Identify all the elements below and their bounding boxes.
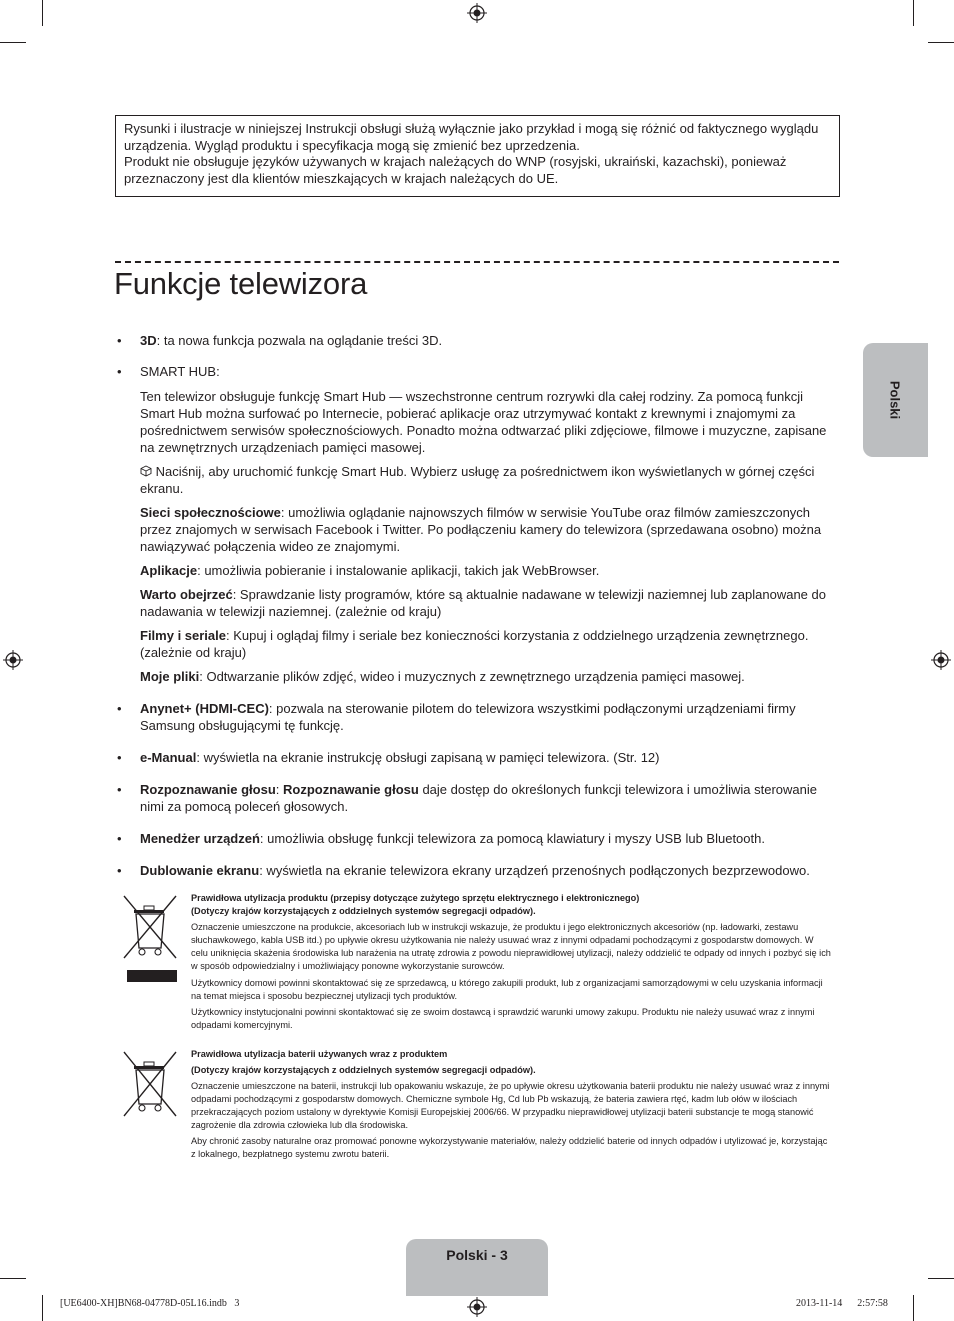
feature-term: Dublowanie ekranu (140, 863, 260, 878)
print-slug-right: 2013-11-14 2:57:58 (796, 1298, 888, 1309)
print-slug-left: [UE6400-XH]BN68-04778D-05L16.indb 3 (60, 1298, 240, 1309)
smart-hub-press: Naciśnij, aby uruchomić funkcję Smart Hub. Wybierz usługę za pośrednictwem ikon wyświetlanych w górnej części ekranu. (140, 464, 815, 496)
bullet: • (117, 701, 122, 716)
list-item (115, 749, 840, 766)
smart-hub-button-icon (140, 465, 152, 477)
section-divider (115, 261, 839, 263)
notice-text: Produkt nie obsługuje języków używanych w krajach należących do WNP (rosyjski, ukraiński, kazachski), ponieważ przeznaczony jest dla klientów mieszkających w krajach należących do UE. (124, 154, 787, 186)
feature-term: Menedżer urządzeń (140, 831, 260, 846)
crossed-bin-icon (120, 892, 180, 987)
smart-hub-item: Filmy i seriale: Kupuj i oglądaj filmy i seriale bez konieczności korzystania z oddzielnego urządzenia zewnętrznego. (zależnie od kraju) (140, 628, 809, 660)
bullet: • (117, 333, 122, 348)
page-number-tab (406, 1239, 548, 1296)
registration-mark-icon (467, 3, 487, 23)
feature-text: : umożliwia obsługę funkcji telewizora za pomocą klawiatury i myszy USB lub Bluetooth. (259, 831, 765, 846)
feature-text: : wyświetla na ekranie telewizora ekrany urządzeń przenośnych podłączonych bezprzewodowo. (259, 863, 810, 878)
smart-hub-intro: Ten telewizor obsługuje funkcję Smart Hub — wszechstronne centrum rozrywki dla całej rodziny. Za pomocą funkcji Smart Hub można surfować po Internecie, pobierać aplikacje oraz utrzymywać kontakt z krewnymi i znajomymi za pośrednictwem serwisów społecznościowych. Ponadto można odtwarzać pliki zdjęciowe, filmowe i muzyczne, zapisane na zewnętrznych urządzeniach pamięci masowej. (140, 389, 827, 455)
list-item (115, 862, 840, 879)
smart-hub-item: Moje pliki: Odtwarzanie plików zdjęć, wideo i muzycznych z zewnętrznego urządzenia pamięci masowej. (140, 669, 745, 684)
weee-paragraph: Aby chronić zasoby naturalne oraz promować ponowne wykorzystywanie materiałów, należy oddzielić baterie od innych odpadów i utylizować je, korzystając z lokalnego, bezpłatnego systemu zwrotu baterii. (191, 1135, 828, 1159)
crop-mark (913, 1295, 914, 1321)
bullet: • (117, 750, 122, 765)
crop-mark (0, 42, 26, 43)
feature-term: Rozpoznawanie głosu (283, 782, 419, 797)
feature-term: SMART HUB (140, 364, 217, 379)
feature-text: : pozwala na sterowanie pilotem do telewizora wszystkimi podłączonymi urządzeniami firmy Samsung obsługującymi tę funkcję. (140, 701, 796, 733)
registration-mark-icon (931, 650, 951, 670)
feature-term: e-Manual (140, 750, 197, 765)
feature-term: 3D (140, 333, 157, 348)
smart-hub-item: Sieci społecznościowe: umożliwia oglądanie najnowszych filmów w serwisie YouTube oraz filmów zamieszczonych przez znajomych w serwisach Facebook i Twitter. Po podłączeniu kamery do telewizora (sprzedawana osobno) można nawiązywać połączenia wideo ze znajomymi. (140, 505, 822, 554)
crop-mark (42, 1295, 43, 1321)
feature-term: Rozpoznawanie głosu (140, 782, 276, 797)
bullet: • (117, 364, 122, 379)
crop-mark (928, 42, 954, 43)
feature-text: : (216, 364, 220, 379)
weee-product-section (115, 892, 845, 1042)
notice-text: Rysunki i ilustracje w niniejszej Instrukcji obsługi służą wyłącznie jako przykład i mogą się różnić od faktycznego wyglądu urządzenia. Wygląd produktu i specyfikacja mogą się zmienić bez uprzedzenia. (124, 121, 819, 153)
feature-list (115, 332, 840, 879)
crop-mark (913, 0, 914, 26)
list-item (115, 700, 840, 734)
feature-text: daje dostęp do określonych funkcji telewizora i umożliwia sterowanie nimi za pomocą poleceń głosowych. (140, 782, 817, 814)
weee-paragraph: Użytkownicy domowi powinni skontaktować się ze sprzedawcą, u którego zakupili produkt, lub z organizacjami samorządowymi w celu uzyskania informacji na temat miejsca i sposobu bezpiecznej utylizacji tych produktów. (191, 977, 823, 1001)
notice-box (115, 115, 840, 197)
crop-mark (928, 1278, 954, 1279)
feature-text: : ta nowa funkcja pozwala na oglądanie treści 3D. (156, 333, 443, 348)
weee-battery-text (191, 1048, 831, 1161)
smart-hub-details (140, 388, 840, 685)
page-title: Funkcje telewizora (114, 266, 368, 301)
feature-text: : wyświetla na ekranie instrukcję obsługi zapisaną w pamięci telewizora. (Str. 12) (196, 750, 660, 765)
crop-mark (0, 1278, 26, 1279)
list-item (115, 830, 840, 847)
page-number: Polski - 3 (446, 1247, 508, 1263)
smart-hub-item: Aplikacje: umożliwia pobieranie i instalowanie aplikacji, takich jak WebBrowser. (140, 563, 600, 578)
feature-term: Anynet+ (HDMI-CEC) (140, 701, 269, 716)
bullet: • (117, 782, 122, 797)
crop-mark (42, 0, 43, 26)
registration-mark-icon (3, 650, 23, 670)
crossed-bin-icon (120, 1048, 180, 1120)
weee-paragraph: Użytkownicy instytucjonalni powinni skontaktować się ze swoim dostawcą i sprawdzić warunki umowy zakupu. Produktu nie należy usuwać wraz z innymi odpadami komercyjnymi. (191, 1006, 815, 1030)
weee-product-text (191, 892, 831, 1032)
bullet: • (117, 831, 122, 846)
language-side-tab (863, 343, 928, 457)
list-item: • Rozpoznawanie głosu: Rozpoznawanie głosu daje dostęp do określonych funkcji telewizora i umożliwia sterowanie nimi za pomocą poleceń głosowych. (117, 782, 817, 814)
list-item (115, 332, 840, 349)
smart-hub-item: Warto obejrzeć: Sprawdzanie listy programów, które są aktualnie nadawane w telewizji naziemnej lub zaplanowane do nadawania w telewizji naziemnej. (zależnie od kraju) (140, 587, 826, 619)
registration-mark-icon (467, 1297, 487, 1317)
weee-paragraph: Oznaczenie umieszczone na produkcie, akcesoriach lub w instrukcji wskazuje, że produktu i jego elektronicznych akcesoriów (np. ładowarki, zestawu słuchawkowego, kabla USB itd.) po upływie okresu użytkowania nie należy usuwać wraz z innymi odpadami pochodzącymi z gospodarstw domowych. W celu uniknięcia skażenia środowiska lub narażenia na utratę zdrowia z powodu nieprawidłowej utylizacji, należy oddzielić te odpady od innych i pozbyć się ich w sposób odpowiedzialny i umożliwiający ponowne wykorzystanie surowców. (191, 922, 831, 972)
weee-battery-section (115, 1048, 845, 1168)
side-tab-label: Polski (887, 380, 903, 420)
weee-heading: Prawidłowa utylizacja produktu (przepisy dotyczące zużytego sprzętu elektrycznego i elektronicznego) (191, 893, 640, 903)
bullet: • (117, 863, 122, 878)
weee-paragraph: Oznaczenie umieszczone na baterii, instrukcji lub opakowaniu wskazuje, że po upływie okresu użytkowania baterii produktu nie należy usuwać wraz z innymi odpadami pochodzącymi z gospodarstw domowych. Chemiczne symbole Hg, Cd lub Pb wskazują, że bateria zawiera rtęć, kadm lub ołów w ilościach przekraczających poziom ustalony w dyrektywie Komisji Europejskiej 2006/66. W przypadku nieprawidłowej utylizacji baterii substancje te mogą stanowić zagrożenie dla zdrowia człowieka lub dla środowiska. (191, 1081, 830, 1131)
weee-heading: (Dotyczy krajów korzystających z oddzielnych systemów segregacji odpadów). (191, 1065, 536, 1076)
list-item (115, 363, 840, 685)
weee-heading: (Dotyczy krajów korzystających z oddzielnych systemów segregacji odpadów). (191, 906, 536, 917)
weee-heading: Prawidłowa utylizacja baterii używanych wraz z produktem (191, 1049, 448, 1059)
